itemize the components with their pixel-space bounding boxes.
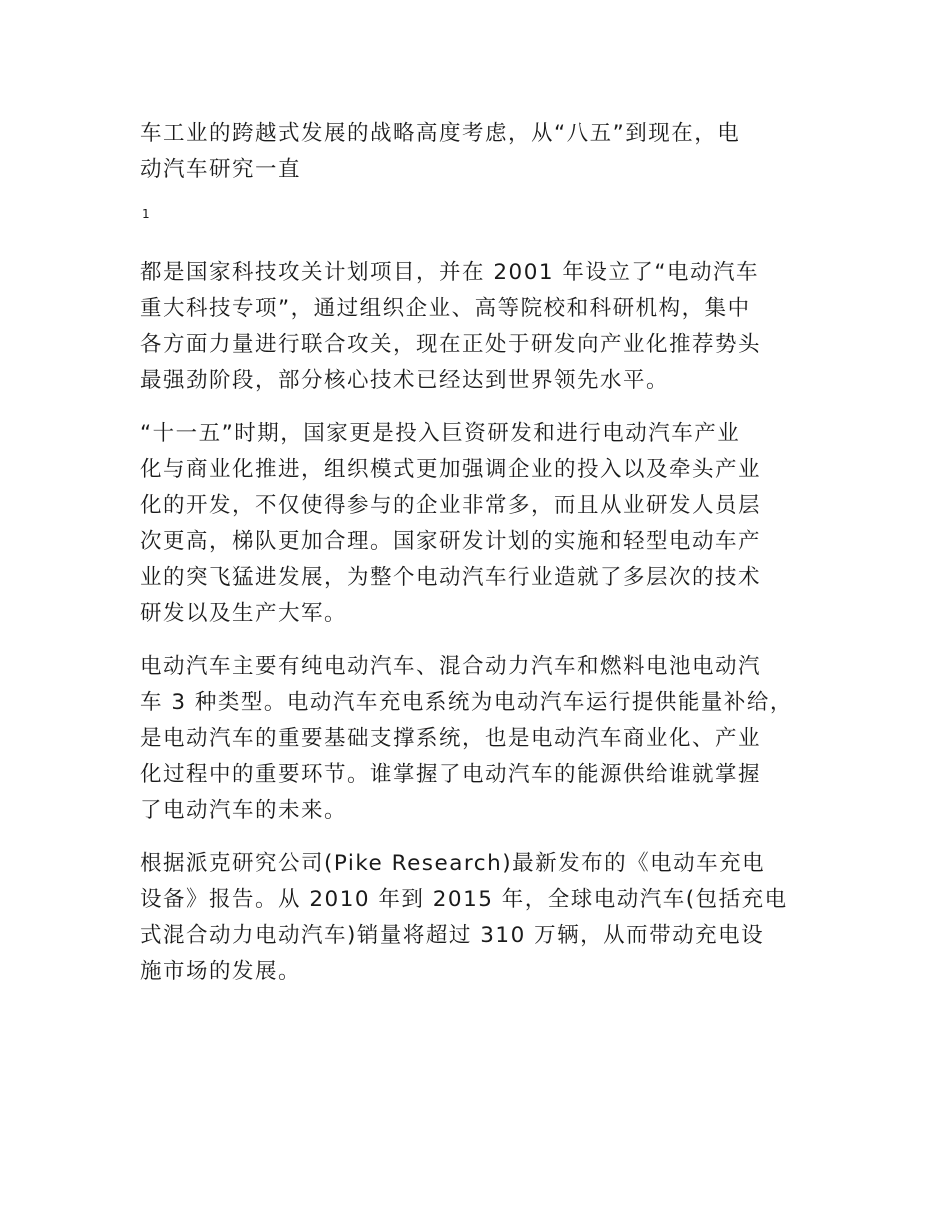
page-number: 1 [142,207,150,221]
paragraph-1: 车工业的跨越式发展的战略高度考虑，从“八五”到现在，电 动汽车研究一直 [140,121,741,182]
document-page [140,116,830,1007]
paragraph-3: “十一五”时期，国家更是投入巨资研发和进行电动汽车产业 化与商业化推进，组织模式更加强调企业的投入以及牵头产业 化的开发，不仅使得参与的企业非常多，而且从业研发人员层 次更高，梯队更加合理。国家研发计划的实施和轻型电动车产 业的突飞猛进发展，为整个电动汽车行业造就了多层次的技术 研发以及生产大军。 [140,421,762,626]
paragraph-4: 电动汽车主要有纯电动汽车、混合动力汽车和燃料电池电动汽 车 3 种类型。电动汽车充电系统为电动汽车运行提供能量补给， 是电动汽车的重要基础支撑系统，也是电动汽车商业化、产业 化过程中的重要环节。谁掌握了电动汽车的能源供给谁就掌握 了电动汽车的未来。 [140,654,793,823]
paragraph-2: 都是国家科技攻关计划项目，并在 2001 年设立了“电动汽车 重大科技专项”，通过组织企业、高等院校和科研机构，集中 各方面力量进行联合攻关，现在正处于研发向产业化推荐势头 最强劲阶段，部分核心技术已经达到世界领先水平。 [140,260,762,393]
paragraph-5: 根据派克研究公司(Pike Research)最新发布的《电动车充电 设备》报告。从 2010 年到 2015 年，全球电动汽车(包括充电 式混合动力电动汽车)销量将超过 310 万辆，从而带动充电设 施市场的发展。 [140,851,788,984]
